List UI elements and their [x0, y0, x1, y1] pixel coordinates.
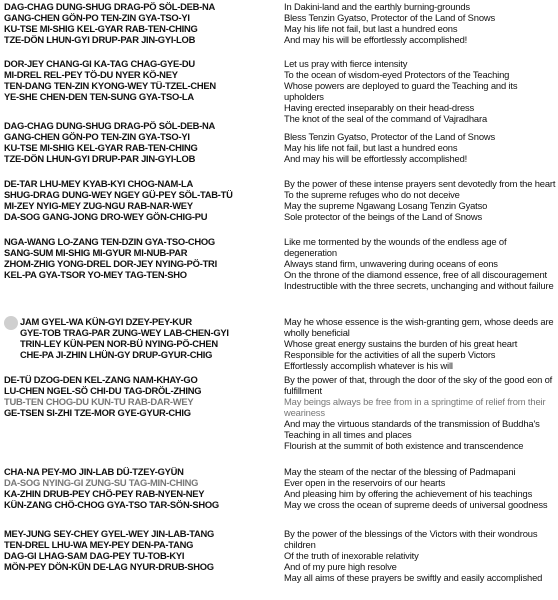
tibetan-line: GYE-TOB TRAG-PAR ZUNG-WEY LAB-CHEN-GYI: [20, 327, 229, 338]
tibetan-line: TRIN-LEY KÜN-PEN NOR-BÜ NYING-PÖ-CHEN: [20, 338, 218, 349]
english-line: To the supreme refuges who do not deceive: [284, 189, 460, 200]
english-line: Ever open in the reservoirs of our hearts: [284, 477, 446, 488]
verse-tibetan: [4, 58, 282, 102]
tibetan-line: TZE-DÖN LHUN-GYI DRUP-PAR JIN-GYI-LOB: [4, 153, 196, 164]
english-line: And may the virtuous standards of the transmission of Buddha's Teaching in all times and places: [284, 418, 540, 440]
tibetan-line: GANG-CHEN GÖN-PO TEN-ZIN GYA-TSO-YI: [4, 12, 190, 23]
english-line: The knot of the seal of the command of Vajradhara: [284, 113, 488, 124]
verse-english: [284, 178, 556, 222]
tibetan-line: MI-DREL REL-PEY TÖ-DU NYER KÖ-NEY: [4, 69, 178, 80]
verse-tibetan: [20, 316, 282, 360]
tibetan-line: KU-TSE MI-SHIG KEL-GYAR RAB-TEN-CHING: [4, 142, 198, 153]
verse-tibetan: [4, 120, 282, 164]
english-line: Of the truth of inexorable relativity: [284, 550, 419, 561]
verse-english: [284, 131, 556, 164]
english-line: By the power of these intense prayers sent devotedly from the heart: [284, 178, 556, 189]
tibetan-line: TEN-DANG TEN-ZIN KYONG-WEY TÜ-TZEL-CHEN: [4, 80, 216, 91]
english-line: By the power of the blessings of the Victors with their wondrous children: [284, 528, 538, 550]
english-line: Responsible for the activities of all the superb Victors: [284, 349, 496, 360]
tibetan-line: LU-CHEN NGEL-SÖ CHI-DU TAG-DRÖL-ZHING: [4, 385, 202, 396]
tibetan-line: TZE-DÖN LHUN-GYI DRUP-PAR JIN-GYI-LOB: [4, 34, 196, 45]
english-line: Flourish at the summit of both existence and transcendence: [284, 440, 524, 451]
english-line: On the throne of the diamond essence, free of all discouragement: [284, 269, 547, 280]
tibetan-line: KEL-PA GYA-TSOR YO-MEY TAG-TEN-SHO: [4, 269, 187, 280]
english-line: May we cross the ocean of supreme deeds of universal goodness: [284, 499, 548, 510]
english-line: In Dakini-land and the earthly burning-grounds: [284, 1, 470, 12]
english-line: Bless Tenzin Gyatso, Protector of the Land of Snows: [284, 12, 496, 23]
verse-tibetan: [4, 466, 282, 510]
tibetan-line: MÖN-PEY DÖN-KÜN DE-LAG NYUR-DRUB-SHOG: [4, 561, 214, 572]
tibetan-line: DA-SOG GANG-JONG DRO-WEY GÖN-CHIG-PU: [4, 211, 208, 222]
tibetan-line: DOR-JEY CHANG-GI KA-TAG CHAG-GYE-DU: [4, 58, 195, 69]
english-line: And of my pure high resolve: [284, 561, 397, 572]
tibetan-line: TUB-TEN CHOG-DU KUN-TU RAB-DAR-WEY: [4, 396, 194, 407]
verse-english: [284, 316, 556, 371]
tibetan-line: DE-TÜ DZOG-DEN KEL-ZANG NAM-KHAY-GO: [4, 374, 198, 385]
english-line: Bless Tenzin Gyatso, Protector of the Land of Snows: [284, 131, 496, 142]
english-line: May the steam of the nectar of the blessing of Padmapani: [284, 466, 516, 477]
english-line: May beings always be free from in a springtime of relief from their weariness: [284, 396, 546, 418]
verse-tibetan: [4, 528, 282, 572]
tibetan-line: GANG-CHEN GÖN-PO TEN-ZIN GYA-TSO-YI: [4, 131, 190, 142]
tibetan-line: ZHOM-ZHIG YONG-DREL DOR-JEY NYING-PÖ-TRI: [4, 258, 217, 269]
english-line: Like me tormented by the wounds of the endless age of degeneration: [284, 236, 507, 258]
tibetan-line: DE-TAR LHU-MEY KYAB-KYI CHOG-NAM-LA: [4, 178, 193, 189]
tibetan-line: KA-ZHIN DRUB-PEY CHÖ-PEY RAB-NYEN-NEY: [4, 488, 205, 499]
verse-english: [284, 236, 556, 291]
english-line: Effortlessly accomplish whatever is his will: [284, 360, 453, 371]
verse-english: [284, 1, 556, 45]
english-line: Having erected inseparably on their head-dress: [284, 102, 475, 113]
tibetan-line: TEN-DREL LHU-WA MEY-PEY DEN-PA-TANG: [4, 539, 194, 550]
english-line: And may his will be effortlessly accomplished!: [284, 153, 468, 164]
english-line: Whose powers are deployed to guard the Teaching and its upholders: [284, 80, 518, 102]
english-line: May his life not fail, but last a hundred eons: [284, 23, 458, 34]
tibetan-line: DA-SOG NYING-GI ZUNG-SU TAG-MIN-CHING: [4, 477, 199, 488]
tibetan-line: KU-TSE MI-SHIG KEL-GYAR RAB-TEN-CHING: [4, 23, 198, 34]
tibetan-line: DAG-CHAG DUNG-SHUG DRAG-PÖ SÖL-DEB-NA: [4, 1, 216, 12]
tibetan-line: GE-TSEN SI-ZHI TZE-MOR GYE-GYUR-CHIG: [4, 407, 191, 418]
english-line: Whose great energy sustains the burden of his great heart: [284, 338, 518, 349]
english-line: May he whose essence is the wish-granting gem, whose deeds are wholly beneficial: [284, 316, 554, 338]
english-line: By the power of that, through the door of the sky of the good eon of fulfillment: [284, 374, 553, 396]
tibetan-line: KÜN-ZANG CHÖ-CHOG GYA-TSO TAR-SÖN-SHOG: [4, 499, 219, 510]
tibetan-line: NGA-WANG LO-ZANG TEN-DZIN GYA-TSO-CHOG: [4, 236, 215, 247]
english-line: To the ocean of wisdom-eyed Protectors of the Teaching: [284, 69, 510, 80]
english-line: May all aims of these prayers be swiftly and easily accomplished: [284, 572, 543, 583]
verse-tibetan: [4, 1, 282, 45]
tibetan-line: SANG-SUM MI-SHIG MI-GYUR MI-NUB-PAR: [4, 247, 188, 258]
tibetan-line: DAG-GI LHAG-SAM DAG-PEY TU-TOB-KYI: [4, 550, 185, 561]
verse-tibetan: [4, 374, 282, 418]
tibetan-line: YE-SHE CHEN-DEN TEN-SUNG GYA-TSO-LA: [4, 91, 194, 102]
english-line: And may his will be effortlessly accomplished!: [284, 34, 468, 45]
tibetan-line: DAG-CHAG DUNG-SHUG DRAG-PÖ SÖL-DEB-NA: [4, 120, 216, 131]
english-line: Let us pray with fierce intensity: [284, 58, 408, 69]
verse-tibetan: [4, 178, 282, 222]
tibetan-line: MI-ZEY NYIG-MEY ZUG-NGU RAB-NAR-WEY: [4, 200, 193, 211]
verse-tibetan: [4, 236, 282, 280]
tibetan-line: CHA-NA PEY-MO JIN-LAB DÜ-TZEY-GYÜN: [4, 466, 184, 477]
english-line: May the supreme Ngawang Losang Tenzin Gyatso: [284, 200, 488, 211]
verse-english: [284, 466, 556, 510]
english-line: And pleasing him by offering the achievement of his teachings: [284, 488, 533, 499]
tibetan-line: MEY-JUNG SEY-CHEY GYEL-WEY JIN-LAB-TANG: [4, 528, 215, 539]
english-line: May his life not fail, but last a hundred eons: [284, 142, 458, 153]
english-line: Sole protector of the beings of the Land of Snows: [284, 211, 482, 222]
verse-english: [284, 374, 556, 451]
verse-english: [284, 528, 556, 583]
ink-blot-icon: [4, 316, 18, 330]
english-line: Indestructible with the three secrets, unchanging and without failure: [284, 280, 554, 291]
tibetan-line: SHUG-DRAG DUNG-WEY NGEY GÜ-PEY SÖL-TAB-TÜ: [4, 189, 233, 200]
verse-english: [284, 58, 556, 124]
tibetan-line: CHE-PA JI-ZHIN LHÜN-GY DRUP-GYUR-CHIG: [20, 349, 213, 360]
tibetan-line: JAM GYEL-WA KÜN-GYI DZEY-PEY-KUR: [20, 316, 192, 327]
english-line: Always stand firm, unwavering during oceans of eons: [284, 258, 498, 269]
